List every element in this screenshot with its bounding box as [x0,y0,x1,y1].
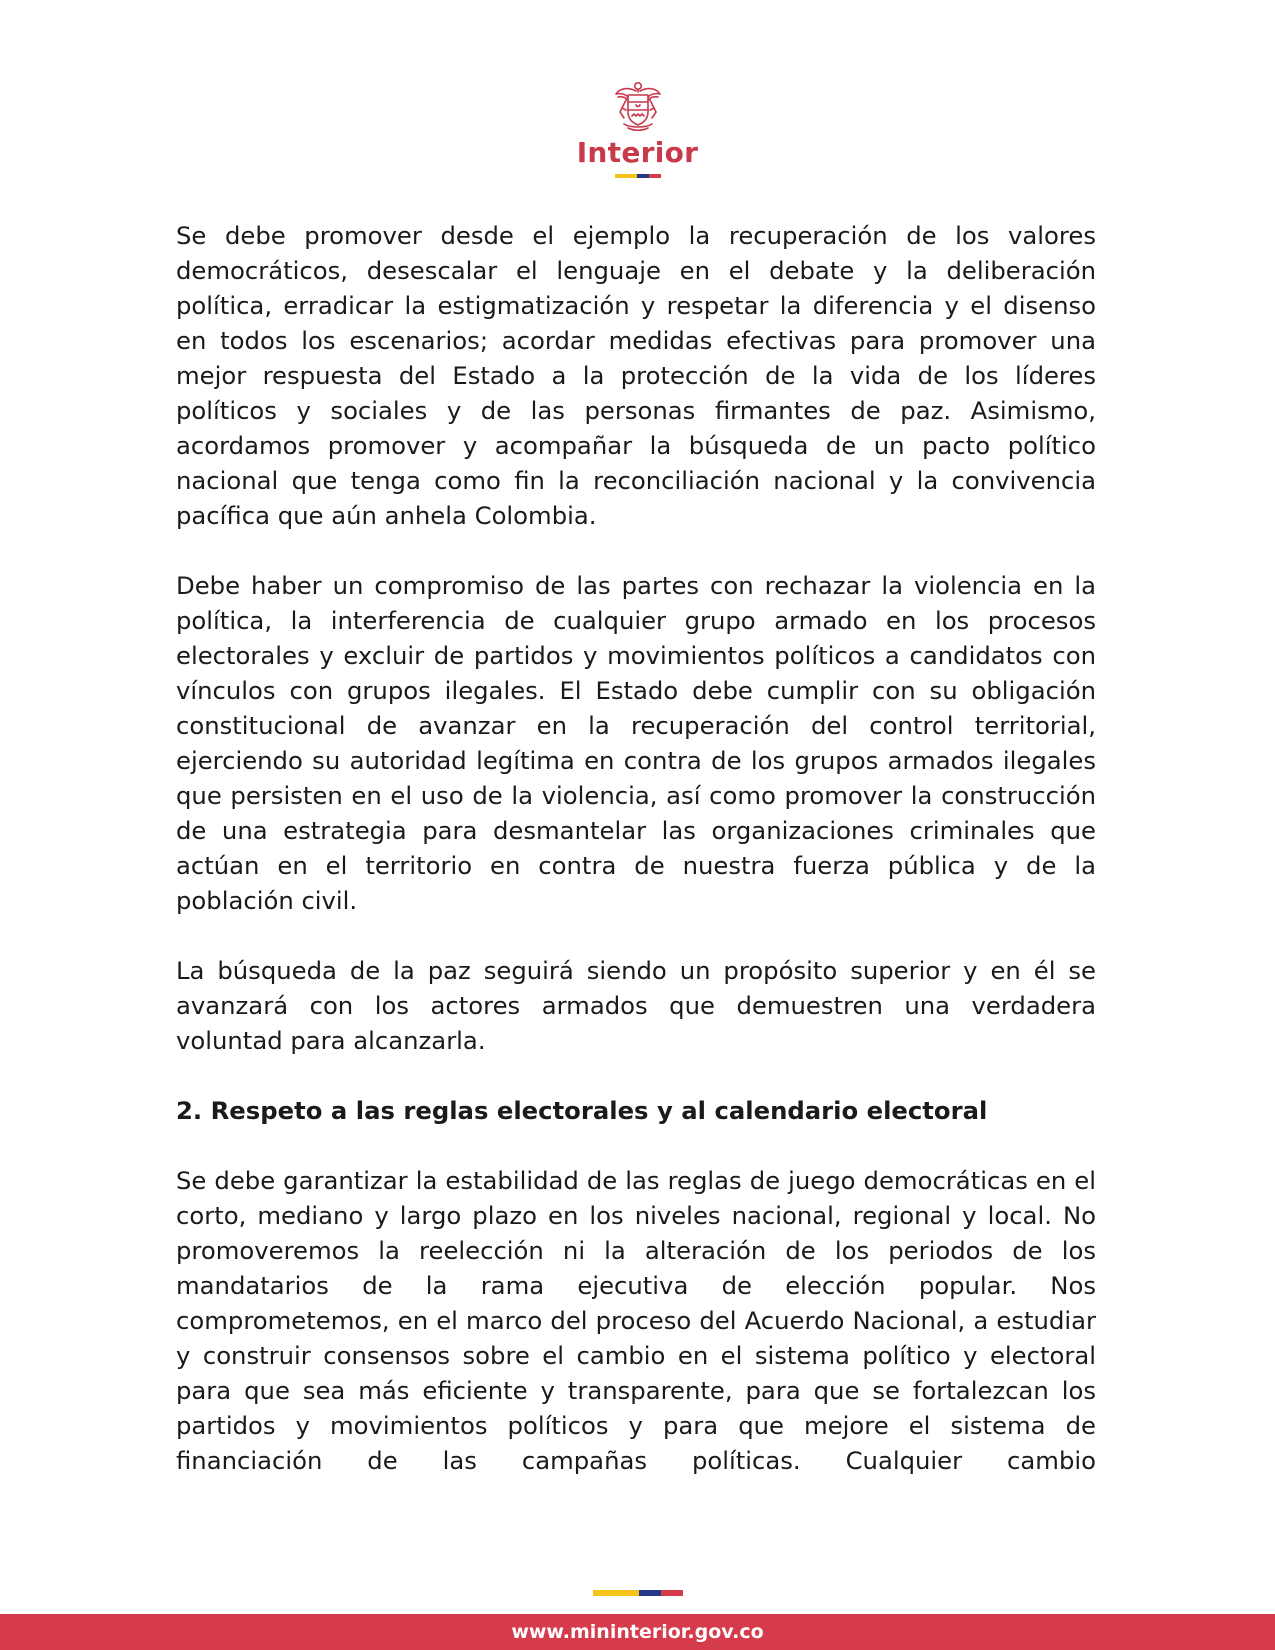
flag-yellow-stripe [615,174,637,178]
footer-flag-yellow [593,1590,639,1596]
footer-band [0,1614,1275,1650]
paragraph-electoral-rules: Se debe garantizar la estabilidad de las reglas de juego democráticas en el corto, mediano y largo plazo en los niveles nacional, regional y local. No promoveremos la reelección ni la alteración de los periodos de los mandatarios de la rama ejecutiva de elección popular. Nos comprometemos, en el marco del proceso del Acuerdo Nacional, a estudiar y construir consensos sobre el cambio en el sistema político y electoral para que sea más eficiente y transparente, para que se fortalezcan los partidos y movimientos políticos y para que mejore el sistema de financiación de las campañas políticas. Cualquier cambio [176,1166,1096,1475]
coat-of-arms-icon [610,78,666,134]
footer-website-link[interactable]: www.mininterior.gov.co [511,1621,764,1643]
paragraph-peace: La búsqueda de la paz seguirá siendo un propósito superior y en él se avanzará con los actores armados que demuestren una verdadera voluntad para alcanzarla. [176,956,1096,1055]
header-logo [0,78,1275,178]
paragraph-democratic-values: Se debe promover desde el ejemplo la recuperación de los valores democráticos, desescalar el lenguaje en el debate y la deliberación política, erradicar la estigmatización y respetar la diferencia y el disenso en todos los escenarios; acordar medidas efectivas para promover una mejor respuesta del Estado a la protección de la vida de los líderes políticos y sociales y de las personas firmantes de paz. Asimismo, acordamos promover y acompañar la búsqueda de un pacto político nacional que tenga como fin la reconciliación nacional y la convivencia pacífica que aún anhela Colombia. [176,221,1096,530]
footer-flag-blue [639,1590,661,1596]
document-body [176,218,1096,1478]
flag-blue-stripe [637,174,649,178]
paragraph-reject-violence: Debe haber un compromiso de las partes con rechazar la violencia en la política, la interferencia de cualquier grupo armado en los procesos electorales y excluir de partidos y movimientos políticos a candidatos con vínculos con grupos ilegales. El Estado debe cumplir con su obligación constitucional de avanzar en la recuperación del control territorial, ejerciendo su autoridad legítima en contra de los grupos armados ilegales que persisten en el uso de la violencia, así como promover la construcción de una estrategia para desmantelar las organizaciones criminales que actúan en el territorio en contra de nuestra fuerza pública y de la población civil. [176,571,1096,915]
section-heading: 2. Respeto a las reglas electorales y al calendario electoral [176,1096,988,1125]
flag-red-stripe [649,174,661,178]
footer-flag-stripe [0,1590,1275,1596]
header-flag-stripe [0,174,1275,178]
logo-wordmark: Interior [576,136,699,169]
footer-flag-red [661,1590,683,1596]
